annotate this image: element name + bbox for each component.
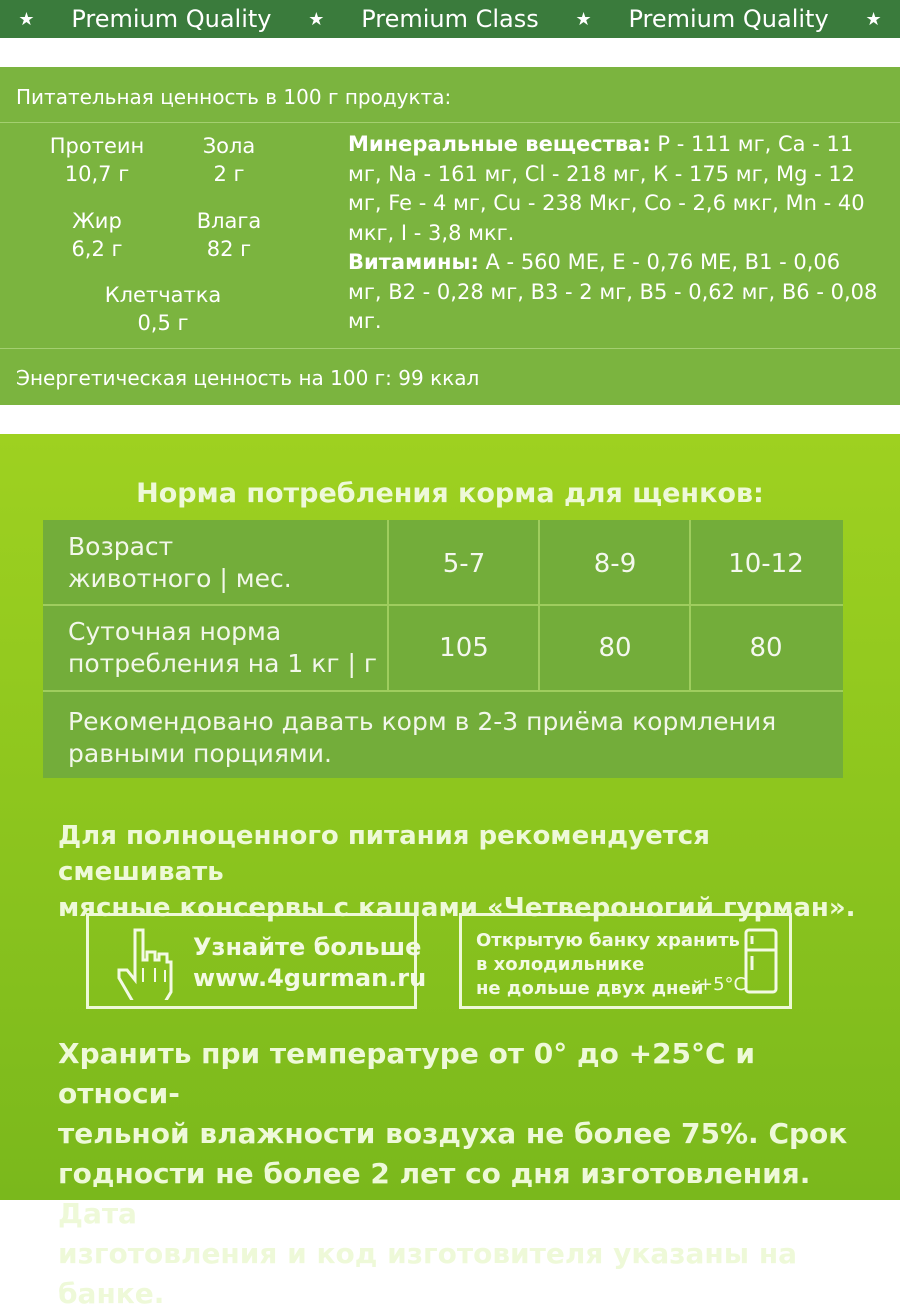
moisture-label: Влага bbox=[196, 209, 262, 233]
website-link[interactable]: www.4gurman.ru bbox=[193, 964, 427, 992]
vitamins-label: Витамины: bbox=[348, 250, 479, 274]
storage-line: тельной влажности воздуха не более 75%. Срок bbox=[58, 1117, 848, 1150]
banner-item-3: Premium Quality bbox=[628, 5, 829, 33]
protein-cell bbox=[27, 132, 167, 188]
table-divider bbox=[387, 520, 389, 690]
norm-8-9: 80 bbox=[598, 633, 632, 663]
age-5-7: 5-7 bbox=[442, 549, 486, 579]
norm-label bbox=[68, 616, 377, 680]
ash-label: Зола bbox=[202, 134, 256, 158]
fat-value: 6,2 г bbox=[71, 237, 123, 261]
fridge-icon bbox=[744, 928, 778, 994]
fridge-storage-box bbox=[459, 913, 792, 1009]
age-label bbox=[68, 531, 292, 595]
feeding-note-line: Рекомендовано давать корм в 2-3 приёма кормления bbox=[68, 707, 777, 736]
banner-item-1: Premium Quality bbox=[71, 5, 272, 33]
top-banner bbox=[0, 0, 900, 38]
fiber-value: 0,5 г bbox=[137, 311, 189, 335]
storage-line: изготовления и код изготовителя указаны на банке. bbox=[58, 1237, 798, 1310]
feeding-note bbox=[68, 706, 776, 770]
nutrition-title: Питательная ценность в 100 г продукта: bbox=[16, 85, 452, 109]
vitamins-text: А - 560 МЕ, Е - 0,76 МЕ, В1 - 0,06 мг, В2 - 0,28 мг, В3 - 2 мг, В5 - 0,62 мг, В6 - 0,08 мг. bbox=[348, 250, 878, 333]
pointing-hand-icon bbox=[113, 924, 177, 1000]
protein-label: Протеин bbox=[49, 134, 145, 158]
minerals-label: Минеральные вещества: bbox=[348, 132, 651, 156]
energy-value: Энергетическая ценность на 100 г: 99 ккал bbox=[16, 366, 480, 390]
star-icon: ★ bbox=[575, 8, 592, 30]
learn-more-box[interactable] bbox=[86, 913, 427, 1009]
feeding-title: Норма потребления корма для щенков: bbox=[136, 478, 764, 509]
age-10-12: 10-12 bbox=[728, 549, 804, 579]
storage-conditions bbox=[58, 1034, 858, 1314]
nutrition-card bbox=[0, 67, 900, 405]
divider bbox=[0, 348, 900, 349]
norm-label-line: Суточная норма bbox=[68, 617, 282, 646]
minerals-vitamins bbox=[348, 130, 878, 337]
fat-cell bbox=[27, 207, 167, 263]
fridge-temp: +5°C bbox=[698, 974, 747, 995]
table-divider bbox=[43, 604, 843, 606]
feeding-note-line: равными порциями. bbox=[68, 739, 332, 768]
ash-value: 2 г bbox=[213, 162, 245, 186]
star-icon: ★ bbox=[308, 8, 325, 30]
fridge-line: в холодильнике bbox=[476, 954, 645, 975]
mix-line: мясные консервы с кашами «Четвероногий гурман». bbox=[58, 893, 856, 923]
protein-value: 10,7 г bbox=[64, 162, 130, 186]
storage-line: Хранить при температуре от 0° до +25°С и относи- bbox=[58, 1037, 755, 1110]
star-icon: ★ bbox=[865, 8, 882, 30]
ash-cell bbox=[159, 132, 299, 188]
moisture-value: 82 г bbox=[206, 237, 252, 261]
norm-10-12: 80 bbox=[749, 633, 783, 663]
fiber-label: Клетчатка bbox=[104, 283, 222, 307]
norm-label-line: потребления на 1 кг | г bbox=[68, 649, 377, 678]
fiber-cell bbox=[93, 281, 233, 337]
mix-recommendation bbox=[58, 818, 858, 926]
age-label-line: Возраст bbox=[68, 532, 174, 561]
table-divider bbox=[538, 520, 540, 690]
moisture-cell bbox=[159, 207, 299, 263]
age-label-line: животного | мес. bbox=[68, 564, 292, 593]
minerals-text: Р - 111 мг, Са - 11 мг, Na - 161 мг, Cl - 218 мг, К - 175 мг, Mg - 12 мг, Fe - 4 мг, Cu - 238 Мкг, Co - 2,6 мкг, Mn - 40 мкг, I - 3,8 мкг. bbox=[348, 132, 865, 245]
divider bbox=[0, 122, 900, 123]
learn-more-line: Узнайте больше bbox=[193, 933, 422, 961]
storage-line: годности не более 2 лет со дня изготовления. Дата bbox=[58, 1157, 811, 1230]
table-divider bbox=[43, 690, 843, 692]
banner-item-2: Premium Class bbox=[361, 5, 539, 33]
learn-more-text bbox=[193, 932, 426, 994]
feeding-section bbox=[0, 434, 900, 1310]
table-divider bbox=[689, 520, 691, 690]
feeding-table bbox=[43, 520, 843, 778]
fridge-line: Открытую банку хранить bbox=[476, 930, 740, 951]
age-8-9: 8-9 bbox=[593, 549, 637, 579]
fridge-line: не дольше двух дней bbox=[476, 978, 704, 999]
fat-label: Жир bbox=[72, 209, 122, 233]
star-icon: ★ bbox=[18, 8, 35, 30]
norm-5-7: 105 bbox=[439, 633, 489, 663]
mix-line: Для полноценного питания рекомендуется смешивать bbox=[58, 821, 710, 887]
